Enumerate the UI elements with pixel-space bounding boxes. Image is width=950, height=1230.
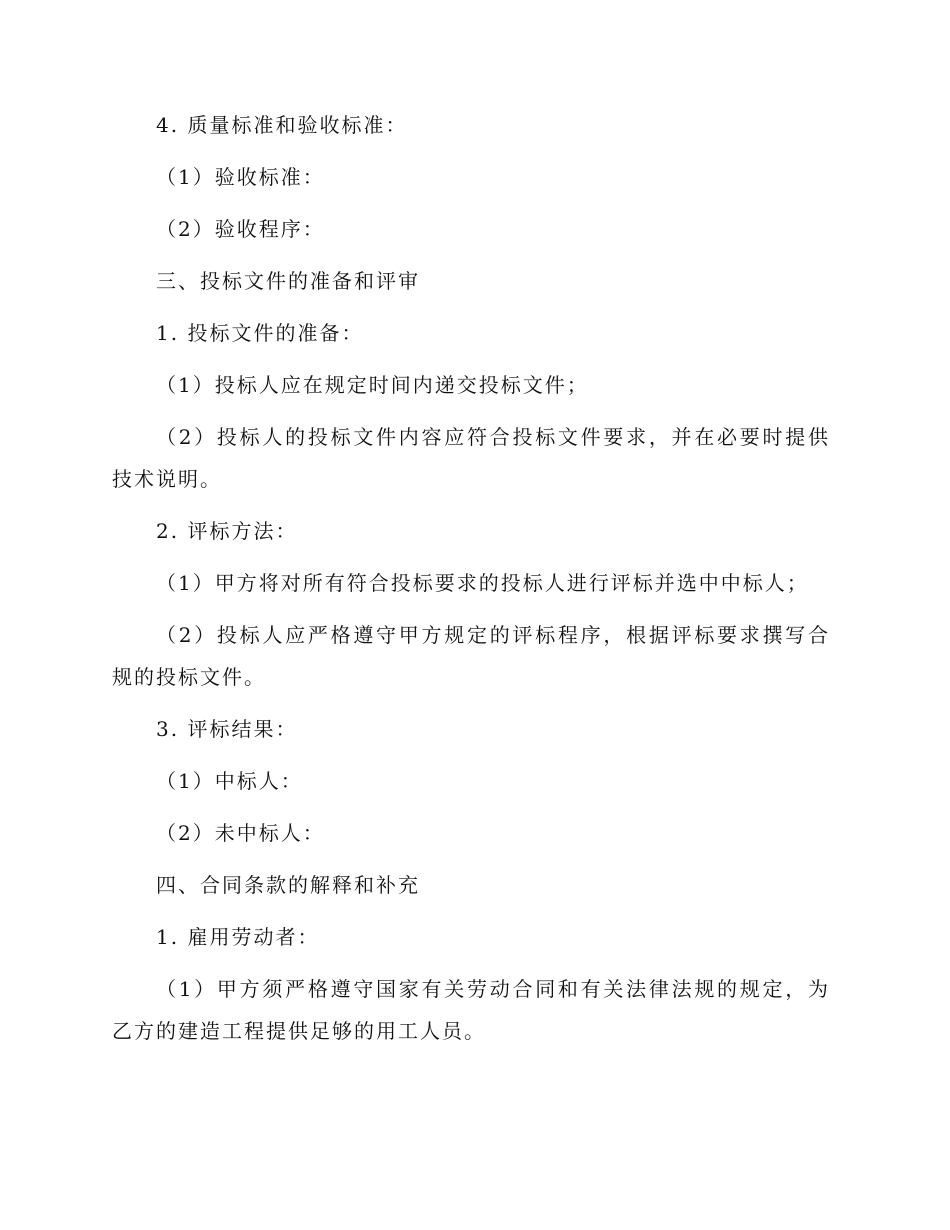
paragraph-bid-preparation-heading: 1. 投标文件的准备： xyxy=(156,321,364,345)
paragraph-bid-submission: （1）投标人应在规定时间内递交投标文件； xyxy=(156,373,589,397)
paragraph-unsuccessful-bidder: （2）未中标人： xyxy=(156,821,325,845)
paragraph-evaluation-selection: （1）甲方将对所有符合投标要求的投标人进行评标并选中中标人； xyxy=(156,571,809,595)
paragraph-acceptance-procedure: （2）验收程序： xyxy=(156,217,325,241)
paragraph-employment-obligation: （1）甲方须严格遵守国家有关劳动合同和有关法律法规的规定，为乙方的建造工程提供足够的用工人员。 xyxy=(112,977,830,1043)
paragraph-employment-heading: 1. 雇用劳动者： xyxy=(156,925,320,949)
paragraph-quality-standards-heading: 4. 质量标准和验收标准： xyxy=(156,113,408,137)
section-heading-contract-terms: 四、合同条款的解释和补充 xyxy=(156,873,420,897)
paragraph-evaluation-method-heading: 2. 评标方法： xyxy=(156,519,298,543)
paragraph-acceptance-standard: （1）验收标准： xyxy=(156,165,325,189)
paragraph-bid-content-requirements: （2）投标人的投标文件内容应符合投标文件要求，并在必要时提供技术说明。 xyxy=(112,425,830,491)
document-body xyxy=(112,104,830,1062)
paragraph-winning-bidder: （1）中标人： xyxy=(156,769,303,793)
section-heading-bid-documents: 三、投标文件的准备和评审 xyxy=(156,269,420,293)
paragraph-evaluation-result-heading: 3. 评标结果： xyxy=(156,717,298,741)
paragraph-evaluation-compliance: （2）投标人应严格遵守甲方规定的评标程序，根据评标要求撰写合规的投标文件。 xyxy=(112,623,830,689)
